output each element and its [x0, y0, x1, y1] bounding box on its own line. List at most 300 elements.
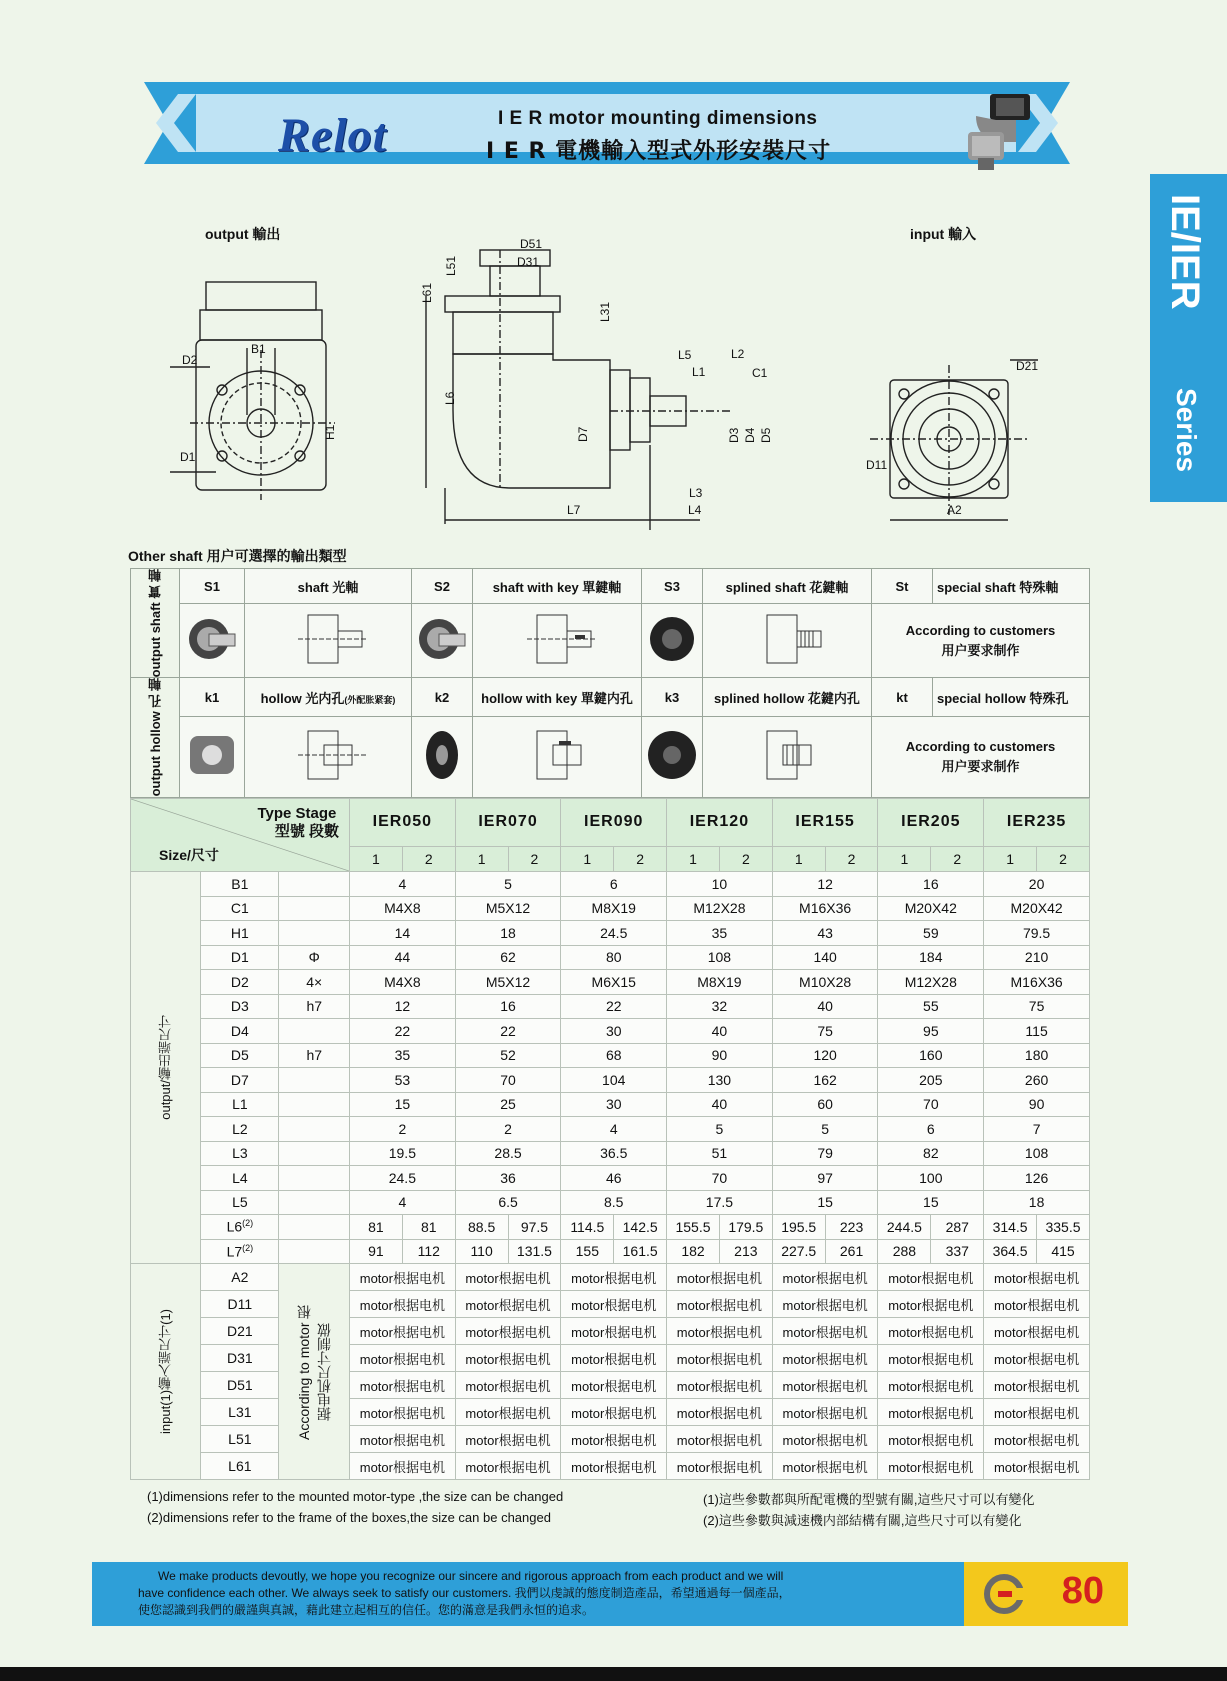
shaft-code: St — [872, 569, 933, 604]
table-cell: 80 — [561, 945, 667, 970]
type-stage-header — [131, 799, 350, 872]
table-cell: 337 — [931, 1239, 984, 1264]
table-row — [131, 1166, 1090, 1191]
table-cell: 75 — [772, 1019, 878, 1044]
page-badge — [964, 1562, 1128, 1626]
table-cell: motor根据电机 — [772, 1318, 878, 1345]
shaft-row-label: output hollow 孔 軸 — [131, 678, 180, 797]
table-row — [131, 994, 1090, 1019]
note-zh-2: (2)這些參數與減速機内部結構有關,這些尺寸可以有變化 — [703, 1513, 1022, 1528]
table-cell: motor根据电机 — [561, 1453, 667, 1480]
table-cell: M16X36 — [984, 970, 1090, 995]
shaft-code: kt — [872, 678, 933, 717]
table-cell: 81 — [402, 1215, 455, 1240]
table-row — [131, 1426, 1090, 1453]
stage-header: 1 — [350, 846, 403, 871]
table-cell: motor根据电机 — [667, 1426, 773, 1453]
table-cell: 2 — [455, 1117, 561, 1142]
model-header: IER205 — [878, 799, 984, 847]
table-cell: 24.5 — [561, 921, 667, 946]
table-cell: 244.5 — [878, 1215, 931, 1240]
table-cell: motor根据电机 — [878, 1453, 984, 1480]
stage-header: 2 — [1037, 846, 1090, 871]
param-name: D5 — [201, 1043, 279, 1068]
note-en-2: (2)dimensions refer to the frame of the boxes,the size can be changed — [147, 1510, 551, 1525]
table-cell: 30 — [561, 1019, 667, 1044]
model-header: IER155 — [772, 799, 878, 847]
label-l6: L6 — [443, 391, 457, 405]
table-cell: motor根据电机 — [878, 1345, 984, 1372]
table-cell: 60 — [772, 1092, 878, 1117]
table-cell: 260 — [984, 1068, 1090, 1093]
table-cell: 104 — [561, 1068, 667, 1093]
table-row — [131, 896, 1090, 921]
label-c1: C1 — [752, 366, 768, 380]
shaft-photo — [642, 604, 703, 678]
table-row — [131, 1345, 1090, 1372]
type-stage-label: Type Stage — [257, 805, 337, 822]
table-cell: M8X19 — [561, 896, 667, 921]
custom-note: According to customers 用户要求制作 — [872, 604, 1090, 678]
table-cell: motor根据电机 — [984, 1345, 1090, 1372]
table-cell: motor根据电机 — [878, 1426, 984, 1453]
shaft-photo — [412, 716, 473, 797]
label-d1: D1 — [180, 450, 196, 464]
table-cell: 182 — [667, 1239, 720, 1264]
table-cell: 16 — [455, 994, 561, 1019]
param-name: D2 — [201, 970, 279, 995]
shaft-photo — [412, 604, 473, 678]
table-cell: 142.5 — [614, 1215, 667, 1240]
table-cell: M5X12 — [455, 970, 561, 995]
param-symbol — [279, 1019, 350, 1044]
table-cell: 79.5 — [984, 921, 1090, 946]
table-cell: motor根据电机 — [561, 1426, 667, 1453]
table-cell: motor根据电机 — [561, 1399, 667, 1426]
table-cell: 415 — [1037, 1239, 1090, 1264]
stage-header: 2 — [402, 846, 455, 871]
table-cell: motor根据电机 — [350, 1264, 456, 1291]
table-cell: 40 — [772, 994, 878, 1019]
table-cell: 22 — [350, 1019, 456, 1044]
table-cell: 70 — [455, 1068, 561, 1093]
table-cell: motor根据电机 — [667, 1264, 773, 1291]
table-cell: 15 — [772, 1190, 878, 1215]
stage-header: 1 — [984, 846, 1037, 871]
table-cell: motor根据电机 — [561, 1372, 667, 1399]
label-d31: D31 — [517, 255, 540, 269]
according-to-motor-note: According to motor 根据电机尺寸制做 — [279, 1264, 350, 1480]
param-symbol: 4× — [279, 970, 350, 995]
param-symbol: Φ — [279, 945, 350, 970]
shaft-name: hollow with key 單鍵内孔 — [473, 678, 642, 717]
param-symbol — [279, 1117, 350, 1142]
table-cell: 180 — [984, 1043, 1090, 1068]
label-d3: D3 — [727, 427, 741, 443]
table-row — [131, 1318, 1090, 1345]
table-cell: motor根据电机 — [667, 1291, 773, 1318]
stage-header: 1 — [878, 846, 931, 871]
table-cell: 53 — [350, 1068, 456, 1093]
table-cell: 43 — [772, 921, 878, 946]
table-cell: 335.5 — [1037, 1215, 1090, 1240]
table-cell: 184 — [878, 945, 984, 970]
table-cell: motor根据电机 — [878, 1399, 984, 1426]
custom-note: According to customers 用户要求制作 — [872, 716, 1090, 797]
table-cell: M4X8 — [350, 896, 456, 921]
brand-logo: Relot — [278, 109, 387, 162]
stage-header: 1 — [455, 846, 508, 871]
label-d11: D11 — [866, 458, 888, 472]
table-cell: 162 — [772, 1068, 878, 1093]
shaft-photo — [642, 716, 703, 797]
dimension-table — [130, 798, 1090, 1480]
table-cell: motor根据电机 — [667, 1399, 773, 1426]
table-cell: M16X36 — [772, 896, 878, 921]
side-tab-title: IE/IER — [1163, 194, 1207, 310]
table-row — [131, 1453, 1090, 1480]
table-cell: 16 — [878, 872, 984, 897]
shaft-code: k2 — [412, 678, 473, 717]
stage-header: 1 — [772, 846, 825, 871]
table-cell: 25 — [455, 1092, 561, 1117]
table-cell: M20X42 — [878, 896, 984, 921]
param-symbol — [279, 1141, 350, 1166]
label-b1: B1 — [251, 342, 266, 356]
table-row — [131, 1019, 1090, 1044]
table-cell: 36 — [455, 1166, 561, 1191]
other-shaft-title: Other shaft 用户可選擇的輸出類型 — [128, 548, 347, 564]
table-cell: 205 — [878, 1068, 984, 1093]
table-cell: motor根据电机 — [772, 1291, 878, 1318]
table-cell: 15 — [350, 1092, 456, 1117]
label-l51: L51 — [444, 255, 458, 276]
table-row — [131, 1239, 1090, 1264]
bottom-bar — [0, 1667, 1227, 1681]
label-l61: L61 — [420, 282, 434, 303]
table-cell: 97.5 — [508, 1215, 561, 1240]
table-cell: motor根据电机 — [984, 1318, 1090, 1345]
label-d51: D51 — [520, 237, 543, 251]
table-cell: 75 — [984, 994, 1090, 1019]
model-header: IER120 — [667, 799, 773, 847]
table-cell: motor根据电机 — [561, 1345, 667, 1372]
table-cell: 126 — [984, 1166, 1090, 1191]
param-symbol — [279, 1068, 350, 1093]
table-cell: 18 — [455, 921, 561, 946]
table-cell: motor根据电机 — [350, 1453, 456, 1480]
table-cell: 155 — [561, 1239, 614, 1264]
shaft-drawing — [245, 716, 412, 797]
param-symbol — [279, 1166, 350, 1191]
table-cell: motor根据电机 — [350, 1318, 456, 1345]
table-cell: M12X28 — [878, 970, 984, 995]
param-symbol — [279, 1239, 350, 1264]
shaft-name: shaft 光軸 — [245, 569, 412, 604]
table-cell: 6 — [878, 1117, 984, 1142]
note-zh-1: (1)這些參數都與所配電機的型號有關,這些尺寸可以有變化 — [703, 1492, 1035, 1507]
output-view-label: output 輸出 — [205, 226, 281, 242]
label-h1: H1 — [323, 424, 337, 440]
table-cell: 22 — [455, 1019, 561, 1044]
table-cell: 140 — [772, 945, 878, 970]
stage-header: 1 — [667, 846, 720, 871]
table-cell: 79 — [772, 1141, 878, 1166]
table-cell: 131.5 — [508, 1239, 561, 1264]
stage-header: 2 — [931, 846, 984, 871]
table-cell: 287 — [931, 1215, 984, 1240]
shaft-code: S2 — [412, 569, 473, 604]
shaft-code: S1 — [180, 569, 245, 604]
param-name: D31 — [201, 1345, 279, 1372]
table-cell: 19.5 — [350, 1141, 456, 1166]
table-cell: motor根据电机 — [772, 1426, 878, 1453]
param-name: L61 — [201, 1453, 279, 1480]
table-row — [131, 1190, 1090, 1215]
table-cell: 22 — [561, 994, 667, 1019]
label-l4: L4 — [688, 503, 702, 517]
param-name: L31 — [201, 1399, 279, 1426]
table-cell: motor根据电机 — [350, 1426, 456, 1453]
table-cell: motor根据电机 — [455, 1399, 561, 1426]
output-group-label: output/輸出端尺寸 — [131, 872, 201, 1264]
param-name: D4 — [201, 1019, 279, 1044]
table-cell: 18 — [984, 1190, 1090, 1215]
series-side-tab — [1150, 174, 1227, 502]
table-cell: 7 — [984, 1117, 1090, 1142]
table-row — [131, 970, 1090, 995]
table-cell: 68 — [561, 1043, 667, 1068]
param-name: L4 — [201, 1166, 279, 1191]
table-cell: 364.5 — [984, 1239, 1037, 1264]
table-cell: 90 — [667, 1043, 773, 1068]
table-cell: 82 — [878, 1141, 984, 1166]
param-name: D21 — [201, 1318, 279, 1345]
param-name: D3 — [201, 994, 279, 1019]
table-cell: 179.5 — [719, 1215, 772, 1240]
table-cell: motor根据电机 — [350, 1399, 456, 1426]
table-cell: M5X12 — [455, 896, 561, 921]
table-cell: 20 — [984, 872, 1090, 897]
model-header: IER050 — [350, 799, 456, 847]
param-name: D51 — [201, 1372, 279, 1399]
table-cell: 288 — [878, 1239, 931, 1264]
table-cell: 35 — [667, 921, 773, 946]
table-cell: 195.5 — [772, 1215, 825, 1240]
model-header: IER070 — [455, 799, 561, 847]
footer-text: We make products devoutly, we hope you recognize our sincere and rigorous approach from each product and we will have confidence each other. We always seek to satisfy our customers. 我們以虔誠的態度制造產品，希望通過每一個產品， 使您認識到我們的嚴謹與真誠，藉此建立起相互的信任。您的滿意是我們永恒的追求。 — [138, 1569, 791, 1617]
stage-header: 2 — [825, 846, 878, 871]
table-cell: M20X42 — [984, 896, 1090, 921]
banner-title-en: I E R motor mounting dimensions — [498, 108, 818, 129]
table-cell: motor根据电机 — [455, 1318, 561, 1345]
stage-header: 1 — [561, 846, 614, 871]
table-cell: 90 — [984, 1092, 1090, 1117]
table-cell: 10 — [667, 872, 773, 897]
table-cell: 114.5 — [561, 1215, 614, 1240]
param-name: D11 — [201, 1291, 279, 1318]
table-row — [131, 1264, 1090, 1291]
table-cell: 81 — [350, 1215, 403, 1240]
stage-header: 2 — [508, 846, 561, 871]
shaft-code: k1 — [180, 678, 245, 717]
table-cell: motor根据电机 — [350, 1372, 456, 1399]
param-name: C1 — [201, 896, 279, 921]
table-cell: 28.5 — [455, 1141, 561, 1166]
shaft-photo — [180, 716, 245, 797]
chevron-left-icon — [156, 94, 196, 152]
table-cell: 6 — [561, 872, 667, 897]
table-cell: 46 — [561, 1166, 667, 1191]
table-cell: motor根据电机 — [984, 1291, 1090, 1318]
table-cell: 32 — [667, 994, 773, 1019]
param-name: L3 — [201, 1141, 279, 1166]
model-header: IER235 — [984, 799, 1090, 847]
table-cell: motor根据电机 — [455, 1291, 561, 1318]
table-cell: motor根据电机 — [772, 1345, 878, 1372]
param-symbol: h7 — [279, 1043, 350, 1068]
shaft-photo — [180, 604, 245, 678]
table-cell: 24.5 — [350, 1166, 456, 1191]
table-row — [131, 1117, 1090, 1142]
table-cell: 161.5 — [614, 1239, 667, 1264]
table-cell: motor根据电机 — [667, 1372, 773, 1399]
table-cell: 210 — [984, 945, 1090, 970]
shaft-name: special hollow 特殊孔 — [933, 678, 1090, 717]
table-cell: 70 — [667, 1166, 773, 1191]
shaft-drawing — [703, 604, 872, 678]
table-cell: 115 — [984, 1019, 1090, 1044]
label-l3: L3 — [689, 486, 703, 500]
table-row — [131, 945, 1090, 970]
table-cell: 5 — [772, 1117, 878, 1142]
table-cell: 4 — [561, 1117, 667, 1142]
header-banner — [144, 82, 1070, 164]
label-d2: D2 — [182, 353, 198, 367]
table-cell: 5 — [667, 1117, 773, 1142]
table-cell: motor根据电机 — [878, 1264, 984, 1291]
model-header: IER090 — [561, 799, 667, 847]
shaft-name: splined shaft 花鍵軸 — [703, 569, 872, 604]
header-row — [131, 799, 1090, 847]
table-cell: 12 — [772, 872, 878, 897]
table-cell: motor根据电机 — [984, 1399, 1090, 1426]
technical-drawing — [170, 240, 1090, 540]
banner-inner — [196, 94, 1016, 164]
table-cell: motor根据电机 — [667, 1318, 773, 1345]
banner-title-zh: I E R 電機輸入型式外形安裝尺寸 — [486, 139, 832, 164]
param-symbol — [279, 1092, 350, 1117]
shaft-drawing — [473, 604, 642, 678]
table-cell: 6.5 — [455, 1190, 561, 1215]
table-cell: motor根据电机 — [878, 1291, 984, 1318]
table-cell: motor根据电机 — [772, 1453, 878, 1480]
table-cell: motor根据电机 — [984, 1372, 1090, 1399]
table-cell: motor根据电机 — [772, 1372, 878, 1399]
label-a2: A2 — [947, 503, 962, 517]
table-cell: 130 — [667, 1068, 773, 1093]
label-l7: L7 — [567, 503, 581, 517]
table-cell: 155.5 — [667, 1215, 720, 1240]
label-l2: L2 — [731, 347, 745, 361]
table-cell: 223 — [825, 1215, 878, 1240]
table-cell: motor根据电机 — [984, 1426, 1090, 1453]
shaft-name: hollow 光内孔(外配胀紧套) — [245, 678, 412, 717]
label-d21: D21 — [1016, 359, 1039, 373]
table-cell: 59 — [878, 921, 984, 946]
table-cell: 8.5 — [561, 1190, 667, 1215]
table-cell: 2 — [350, 1117, 456, 1142]
param-name: L1 — [201, 1092, 279, 1117]
table-cell: 40 — [667, 1019, 773, 1044]
table-cell: M6X15 — [561, 970, 667, 995]
table-cell: 108 — [984, 1141, 1090, 1166]
table-cell: 261 — [825, 1239, 878, 1264]
brand-mark-icon — [984, 1574, 1024, 1614]
table-cell: 35 — [350, 1043, 456, 1068]
table-row — [131, 1141, 1090, 1166]
table-row — [131, 1399, 1090, 1426]
table-cell: motor根据电机 — [561, 1318, 667, 1345]
table-row — [131, 1068, 1090, 1093]
param-name: L7$^{(2)}$ — [201, 1239, 279, 1264]
shaft-code: S3 — [642, 569, 703, 604]
table-cell: motor根据电机 — [561, 1291, 667, 1318]
table-cell: M10X28 — [772, 970, 878, 995]
param-name: L6$^{(2)}$ — [201, 1215, 279, 1240]
table-cell: motor根据电机 — [455, 1426, 561, 1453]
param-symbol — [279, 1215, 350, 1240]
stage-header: 2 — [614, 846, 667, 871]
table-cell: motor根据电机 — [667, 1345, 773, 1372]
table-cell: 160 — [878, 1043, 984, 1068]
size-label: Size/尺寸 — [159, 847, 219, 863]
table-cell: 95 — [878, 1019, 984, 1044]
param-name: L5 — [201, 1190, 279, 1215]
param-name: L51 — [201, 1426, 279, 1453]
table-cell: 108 — [667, 945, 773, 970]
table-cell: motor根据电机 — [984, 1453, 1090, 1480]
param-symbol — [279, 921, 350, 946]
shaft-drawing — [473, 716, 642, 797]
table-cell: 40 — [667, 1092, 773, 1117]
table-cell: 36.5 — [561, 1141, 667, 1166]
note-en-1: (1)dimensions refer to the mounted motor-type ,the size can be changed — [147, 1489, 564, 1504]
table-row — [131, 872, 1090, 897]
label-d5: D5 — [759, 427, 773, 443]
table-cell: 44 — [350, 945, 456, 970]
table-cell: 4 — [350, 872, 456, 897]
table-cell: 88.5 — [455, 1215, 508, 1240]
param-name: D1 — [201, 945, 279, 970]
gearbox-photo-icon — [956, 92, 1042, 172]
table-row — [131, 1043, 1090, 1068]
table-cell: motor根据电机 — [984, 1264, 1090, 1291]
label-d7: D7 — [576, 426, 590, 442]
param-symbol: h7 — [279, 994, 350, 1019]
table-cell: 12 — [350, 994, 456, 1019]
table-cell: motor根据电机 — [350, 1291, 456, 1318]
table-cell: M4X8 — [350, 970, 456, 995]
table-cell: 4 — [350, 1190, 456, 1215]
table-cell: motor根据电机 — [667, 1453, 773, 1480]
table-cell: 51 — [667, 1141, 773, 1166]
type-stage-label-zh: 型號 段數 — [274, 823, 340, 840]
shaft-drawing — [245, 604, 412, 678]
table-cell: 314.5 — [984, 1215, 1037, 1240]
param-name: B1 — [201, 872, 279, 897]
table-cell: 62 — [455, 945, 561, 970]
